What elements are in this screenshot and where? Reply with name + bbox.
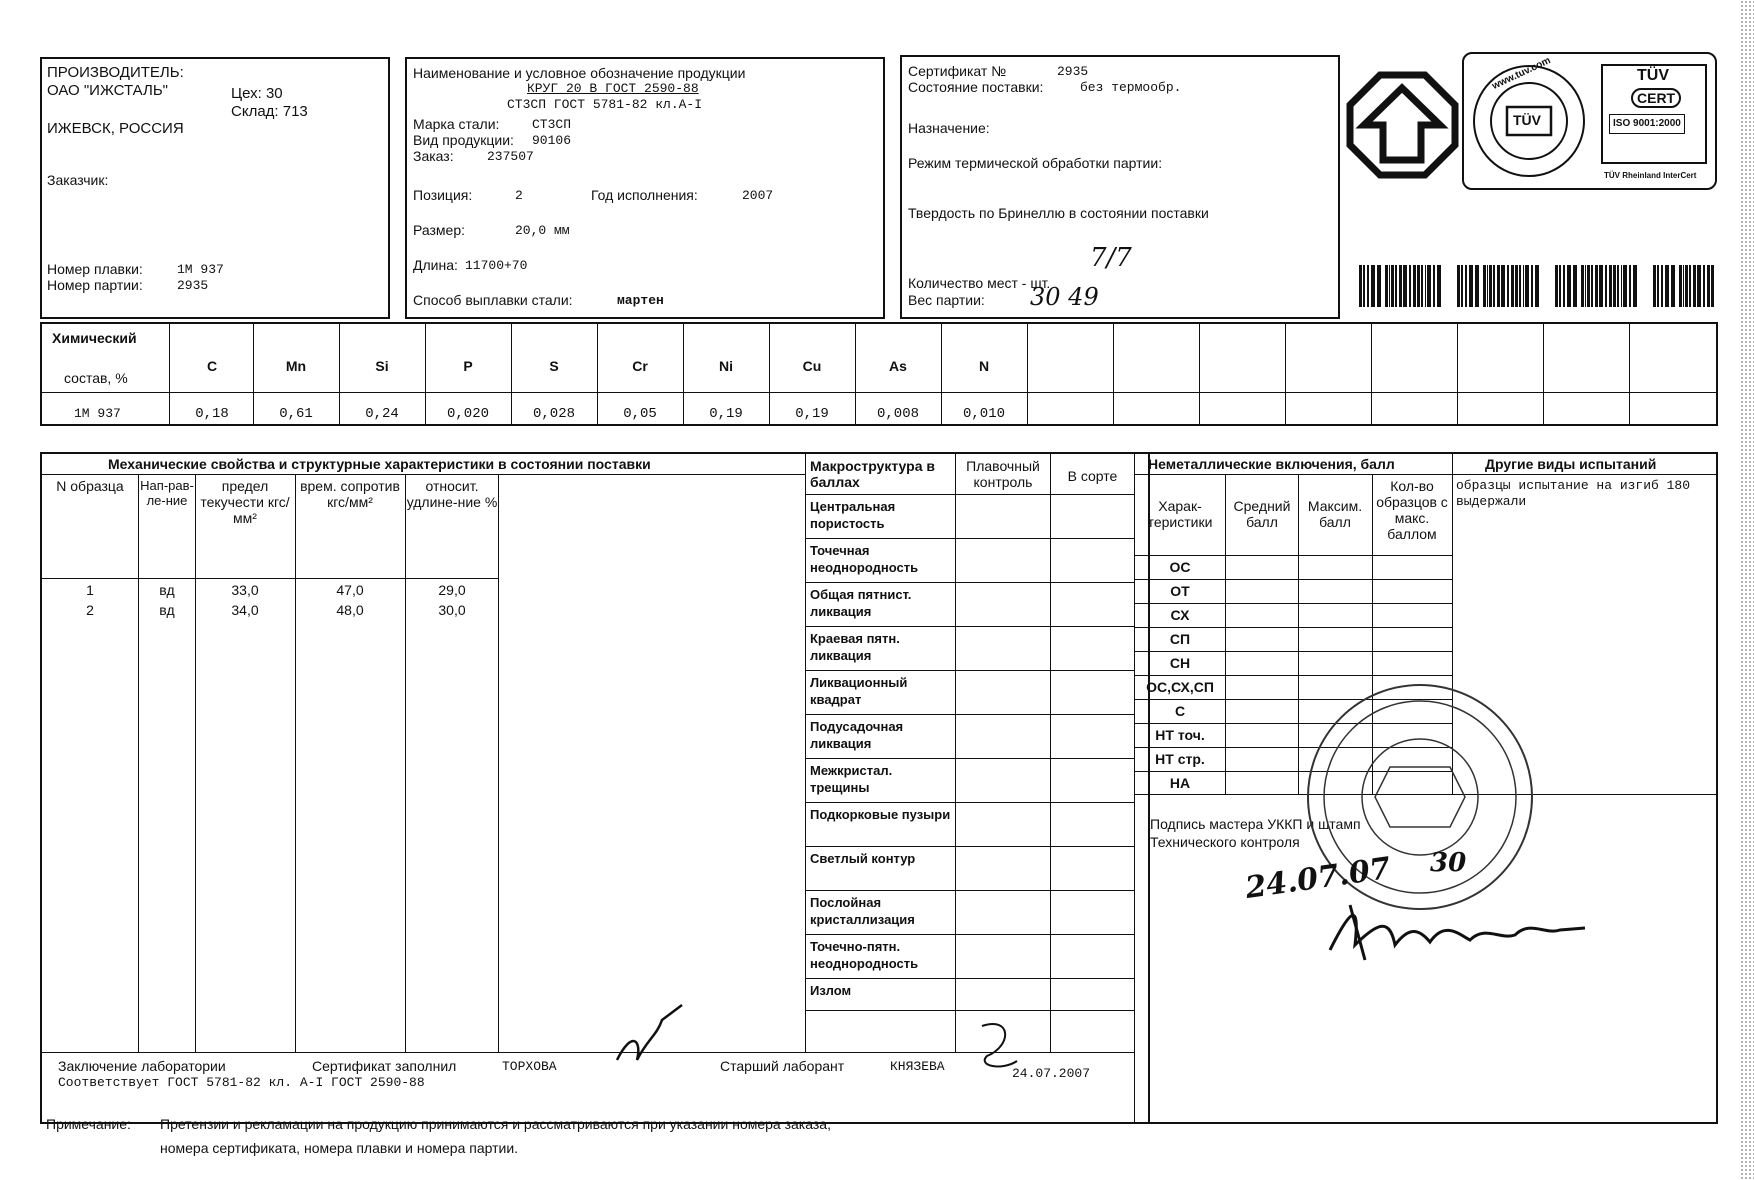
- col-direction: Нап-рав-ле-ние: [140, 478, 194, 508]
- barcode-bar: [1425, 265, 1426, 307]
- macro-row-line: [805, 846, 1134, 847]
- barcode-bar: [1697, 265, 1701, 307]
- barcode-bar: [1403, 265, 1407, 307]
- chem-element: P: [463, 358, 473, 374]
- col-count: Кол-во образцов с макс. баллом: [1376, 478, 1448, 542]
- barcode-bar: [1535, 265, 1539, 307]
- chem-col-sep: [1285, 324, 1286, 424]
- barcode-bar: [1483, 265, 1486, 307]
- barcode-bar: [1661, 265, 1663, 307]
- chem-value: 0,020: [446, 406, 489, 422]
- barcode-bar: [1657, 265, 1659, 307]
- chem-element: S: [549, 358, 559, 374]
- lab-top-line: [40, 1052, 1134, 1053]
- barcode-bar: [1703, 265, 1705, 307]
- col-maximum: Максим. балл: [1307, 498, 1363, 530]
- order-label: Заказ:: [413, 148, 454, 164]
- product-box: [405, 57, 885, 319]
- barcode-bar: [1497, 265, 1500, 307]
- chem-col-sep: [1543, 324, 1544, 424]
- barcode-bar: [1399, 265, 1402, 307]
- incl-row-line: [1134, 651, 1452, 652]
- note-line-2: номера сертификата, номера плавки и номера партии.: [160, 1140, 519, 1156]
- barcode-bar: [1621, 265, 1622, 307]
- chem-col-sep: [1199, 324, 1200, 424]
- chem-element: Cu: [802, 358, 822, 374]
- mech-cell-n: 2: [86, 602, 94, 618]
- barcode-bar: [1523, 265, 1524, 307]
- macro-row-label: Общая пятнист. ликвация: [810, 587, 912, 619]
- tuv-cert-mark: TÜV: [1637, 67, 1669, 84]
- note-line-1: Претензии и рекламации на продукцию принимаются и рассматриваются при указании номера заказа,: [160, 1116, 831, 1132]
- macro-row-line: [805, 802, 1134, 803]
- barcode-bar: [1609, 265, 1612, 307]
- incl-row-label: СП: [1169, 631, 1191, 647]
- chem-element: Si: [375, 358, 389, 374]
- barcode-icon: [1345, 265, 1715, 307]
- macro-row-label: Краевая пятн. ликвация: [810, 631, 900, 663]
- purpose-label: Назначение:: [908, 120, 990, 136]
- places-label: Количество мест - шт.: [908, 275, 1051, 291]
- sign-line-1: Подпись мастера УККП и штамп: [1150, 816, 1361, 832]
- barcode-bar: [1507, 265, 1509, 307]
- arrow-logo-icon: [1345, 70, 1460, 180]
- macro-row-line: [805, 890, 1134, 891]
- barcode-bar: [1417, 265, 1420, 307]
- chem-value: 0,18: [195, 406, 229, 422]
- mech-subheader-line: [40, 578, 498, 579]
- col-elongation: относит. удлине-ние %: [406, 478, 498, 510]
- mech-right-border: [805, 452, 806, 1052]
- incl-row-label: ОТ: [1170, 583, 1190, 599]
- barcode-bar: [1559, 265, 1561, 307]
- barcode-bar: [1671, 265, 1675, 307]
- macro-row-label: Излом: [810, 983, 852, 998]
- incl-row-label: СХ: [1170, 607, 1190, 623]
- barcode-bar: [1437, 265, 1441, 307]
- iso-label: ISO 9001:2000: [1609, 114, 1685, 134]
- chem-col-sep: [1629, 324, 1630, 424]
- order-value: 237507: [487, 149, 534, 164]
- barcode-bar: [1555, 265, 1558, 307]
- mech-col-sep-3: [295, 474, 296, 1052]
- senior-label: Старший лаборант: [720, 1058, 845, 1074]
- macro-col-sep-3: [1134, 452, 1135, 1124]
- barcode-bar: [1367, 265, 1369, 307]
- filler-signature: [612, 1000, 692, 1070]
- macro-row-line: [805, 758, 1134, 759]
- mechanical-title: Механические свойства и структурные характеристики в состоянии поставки: [108, 456, 651, 472]
- chem-value: 0,008: [876, 406, 919, 422]
- sign-line-2: Технического контроля: [1150, 834, 1300, 850]
- cert-word: CERT: [1631, 88, 1681, 108]
- macro-row-line: [805, 670, 1134, 671]
- producer-city: ИЖЕВСК, РОССИЯ: [47, 120, 184, 137]
- mech-cell-elong: 29,0: [438, 582, 466, 598]
- method-value: мартен: [617, 293, 664, 308]
- barcode-bar: [1623, 265, 1627, 307]
- product-line2: СТ3СП ГОСТ 5781-82 кл.А-I: [507, 97, 703, 112]
- master-signature: [1320, 890, 1590, 970]
- macro-row-label: Послойная кристаллизация: [810, 895, 915, 927]
- warehouse: Склад: 713: [231, 103, 308, 120]
- chem-element: Cr: [632, 358, 648, 374]
- barcode: [1345, 265, 1715, 307]
- chem-col-sep: [1457, 324, 1458, 424]
- type-label: Вид продукции:: [413, 132, 514, 148]
- barcode-bar: [1689, 265, 1691, 307]
- mech-cell-tensile: 47,0: [336, 582, 364, 598]
- barcode-bar: [1359, 265, 1362, 307]
- barcode-bar: [1457, 265, 1460, 307]
- barcode-bar: [1585, 265, 1586, 307]
- macro-row-label: Ликвационный квадрат: [810, 675, 908, 707]
- macro-row-label: Точечная неоднородность: [810, 543, 919, 575]
- method-label: Способ выплавки стали:: [413, 292, 573, 308]
- barcode-bar: [1567, 265, 1571, 307]
- product-line1: КРУГ 20 В ГОСТ 2590-88: [527, 81, 699, 96]
- size-label: Размер:: [413, 222, 466, 238]
- company-logo: [1345, 70, 1460, 180]
- stamp-date-handwritten: 24.07.07: [1243, 851, 1393, 907]
- barcode-bar: [1469, 265, 1473, 307]
- chem-value: 0,24: [365, 406, 399, 422]
- barcode-bar: [1413, 265, 1416, 307]
- mech-cell-dir: вд: [159, 582, 175, 598]
- tuv-ring-text: www.tuv.com: [1490, 55, 1553, 92]
- macro-row-label: Подусадочная ликвация: [810, 719, 904, 751]
- mech-col-sep-2: [195, 474, 196, 1052]
- incl-row-label: СН: [1169, 655, 1191, 671]
- incl-row-label: НТ стр.: [1155, 751, 1205, 767]
- conclusion-label: Заключение лаборатории: [58, 1058, 226, 1074]
- barcode-bar: [1377, 265, 1381, 307]
- barcode-bar: [1613, 265, 1616, 307]
- macro-row-line: [805, 494, 1134, 495]
- barcode-bar: [1433, 265, 1435, 307]
- chem-value: 0,05: [623, 406, 657, 422]
- incl-row-label: НА: [1169, 775, 1191, 791]
- barcode-bar: [1629, 265, 1631, 307]
- tuv-mark: TÜV: [1513, 112, 1541, 128]
- incl-subheader-line: [1134, 555, 1452, 556]
- barcode-bar: [1493, 265, 1495, 307]
- chemical-table: [40, 322, 1718, 426]
- inclusions-title: Неметаллические включения, балл: [1148, 456, 1395, 472]
- barcode-bar: [1653, 265, 1656, 307]
- type-value: 90106: [532, 133, 572, 148]
- chem-element: As: [889, 358, 907, 374]
- heat-treatment-label: Режим термической обработки партии:: [908, 155, 1163, 171]
- barcode-bar: [1563, 265, 1565, 307]
- macro-row-label: Центральная пористость: [810, 499, 896, 531]
- barcode-bar: [1395, 265, 1397, 307]
- incl-row-label: НТ точ.: [1155, 727, 1205, 743]
- barcode-bar: [1693, 265, 1696, 307]
- tuv-logos: [1462, 52, 1717, 190]
- barcode-bar: [1633, 265, 1637, 307]
- chem-value: 0,19: [795, 406, 829, 422]
- macro-row-label: Светлый контур: [810, 851, 916, 866]
- producer-box: [40, 57, 390, 319]
- grade-label: Марка стали:: [413, 116, 500, 132]
- barcode-bar: [1531, 265, 1533, 307]
- weight-label: Вес партии:: [908, 292, 985, 308]
- incl-row-line: [1134, 627, 1452, 628]
- chem-value: 0,61: [279, 406, 313, 422]
- size-value: 20,0 мм: [515, 223, 570, 238]
- barcode-bar: [1475, 265, 1479, 307]
- barcode-bar: [1515, 265, 1518, 307]
- barcode-bar: [1685, 265, 1688, 307]
- macro-row-line: [805, 1010, 1134, 1011]
- macro-col-sep-1: [955, 452, 956, 1052]
- places-value: 7/7: [1090, 243, 1132, 273]
- product-heading: Наименование и условное обозначение продукции: [413, 65, 746, 81]
- mech-cell-yield: 34,0: [231, 602, 259, 618]
- barcode-bar: [1461, 265, 1463, 307]
- batch-label: Номер партии:: [47, 277, 143, 293]
- chem-value: 0,19: [709, 406, 743, 422]
- macro-row-line: [805, 582, 1134, 583]
- tuv-cert-block: [1601, 64, 1707, 164]
- year-label: Год исполнения:: [591, 187, 698, 203]
- incl-row-label: С: [1174, 703, 1186, 719]
- barcode-bar: [1525, 265, 1529, 307]
- producer-label: ПРОИЗВОДИТЕЛЬ:: [47, 64, 184, 81]
- chem-col-sep: [1371, 324, 1372, 424]
- note-label: Примечание:: [46, 1116, 131, 1132]
- mech-cell-yield: 33,0: [231, 582, 259, 598]
- barcode-bar: [1427, 265, 1431, 307]
- barcode-bar: [1389, 265, 1390, 307]
- chem-value: 0,028: [532, 406, 575, 422]
- barcode-bar: [1581, 265, 1584, 307]
- lab-date: 24.07.2007: [1012, 1066, 1091, 1081]
- mech-cell-n: 1: [86, 582, 94, 598]
- barcode-bar: [1363, 265, 1365, 307]
- macro-row-label: Межкристал. трещины: [810, 763, 893, 795]
- barcode-bar: [1707, 265, 1710, 307]
- chem-col-sep: [1113, 324, 1114, 424]
- mech-col-sep-5: [498, 474, 499, 1052]
- inclusions-header-line: [1134, 474, 1718, 475]
- macro-row-line: [805, 714, 1134, 715]
- macro-row-line: [805, 626, 1134, 627]
- other-tests-text: образцы испытание на изгиб 180 выдержали: [1456, 478, 1691, 509]
- col-macro: Макроструктура в баллах: [810, 458, 935, 490]
- barcode-bar: [1595, 265, 1598, 307]
- grade-value: СТ3СП: [532, 117, 572, 132]
- barcode-bar: [1487, 265, 1488, 307]
- chem-title-1: Химический: [52, 330, 137, 346]
- barcode-bar: [1605, 265, 1607, 307]
- barcode-bar: [1683, 265, 1684, 307]
- barcode-bar: [1599, 265, 1603, 307]
- chem-melt: 1М 937: [74, 406, 121, 421]
- position-value: 2: [515, 188, 523, 203]
- stamp-number: 30: [1430, 848, 1467, 878]
- cert-number-label: Сертификат №: [908, 63, 1007, 79]
- barcode-bar: [1421, 265, 1423, 307]
- incl-row-line: [1134, 603, 1452, 604]
- weight-value: 30 49: [1030, 283, 1099, 311]
- mech-header-line: [40, 474, 805, 475]
- barcode-bar: [1465, 265, 1467, 307]
- incl-row-label: ОС: [1169, 559, 1191, 575]
- filled-value: ТОРХОВА: [502, 1059, 557, 1074]
- scan-edge-strip: [1740, 0, 1754, 1180]
- col-melt-control: Плавочный контроль: [966, 458, 1040, 490]
- mech-cell-tensile: 48,0: [336, 602, 364, 618]
- hardness-label: Твердость по Бринеллю в состоянии поставки: [908, 205, 1209, 221]
- certificate-box: [900, 55, 1340, 319]
- barcode-bar: [1371, 265, 1375, 307]
- col-average: Средний балл: [1233, 498, 1291, 530]
- macro-row-label: Подкорковые пузыри: [810, 807, 951, 822]
- barcode-bar: [1385, 265, 1388, 307]
- senior-value: КНЯЗЕВА: [890, 1059, 945, 1074]
- batch-value: 2935: [177, 278, 209, 293]
- chem-divider: [42, 392, 1716, 393]
- melt-value: 1М 937: [177, 262, 224, 277]
- length-label: Длина:: [413, 257, 458, 273]
- mech-cell-dir: вд: [159, 602, 175, 618]
- barcode-bar: [1519, 265, 1521, 307]
- year-value: 2007: [742, 188, 774, 203]
- barcode-bar: [1587, 265, 1590, 307]
- other-tests-title: Другие виды испытаний: [1485, 456, 1657, 472]
- barcode-bar: [1409, 265, 1411, 307]
- macro-row-line: [805, 538, 1134, 539]
- incl-row-line: [1134, 579, 1452, 580]
- macro-row-line: [805, 978, 1134, 979]
- chem-title-2: состав, %: [64, 370, 128, 386]
- chem-element: Ni: [719, 358, 733, 374]
- producer-name: ОАО "ИЖСТАЛЬ": [47, 82, 168, 99]
- delivery-label: Состояние поставки:: [908, 79, 1044, 95]
- barcode-bar: [1489, 265, 1492, 307]
- melt-label: Номер плавки:: [47, 261, 143, 277]
- barcode-bar: [1391, 265, 1394, 307]
- cert-number-value: 2935: [1057, 64, 1089, 79]
- workshop: Цех: 30: [231, 85, 283, 102]
- barcode-bar: [1711, 265, 1714, 307]
- chem-col-sep: [1027, 324, 1028, 424]
- chem-value: 0,010: [962, 406, 1005, 422]
- filled-label: Сертификат заполнил: [312, 1058, 457, 1074]
- mech-col-sep-4: [405, 474, 406, 1052]
- col-yield: предел текучести кгс/мм²: [200, 478, 290, 526]
- col-in-grade: В сорте: [1067, 468, 1118, 484]
- mech-col-sep-1: [138, 474, 139, 1052]
- macro-row-label: Точечно-пятн. неоднородность: [810, 939, 919, 971]
- barcode-bar: [1501, 265, 1505, 307]
- incl-row-label: ОС,СХ,СП: [1146, 679, 1214, 695]
- barcode-bar: [1665, 265, 1669, 307]
- chem-element: N: [978, 358, 990, 374]
- mech-cell-elong: 30,0: [438, 602, 466, 618]
- barcode-bar: [1591, 265, 1593, 307]
- barcode-bar: [1573, 265, 1577, 307]
- macro-row-line: [805, 934, 1134, 935]
- barcode-bar: [1679, 265, 1682, 307]
- chem-element: Mn: [285, 358, 307, 374]
- chem-element: C: [206, 358, 218, 374]
- length-value: 11700+70: [465, 258, 528, 273]
- tuv-footer: TÜV Rheinland InterCert: [1604, 171, 1697, 180]
- col-tensile: врем. сопротив кгс/мм²: [300, 478, 400, 510]
- customer-label: Заказчик:: [47, 172, 109, 188]
- conclusion-value: Соответствует ГОСТ 5781-82 кл. А-I ГОСТ 2590-88: [58, 1075, 425, 1090]
- barcode-bar: [1617, 265, 1619, 307]
- col-characteristics: Харак-теристики: [1147, 498, 1213, 530]
- delivery-value: без термообр.: [1080, 80, 1182, 95]
- position-label: Позиция:: [413, 187, 473, 203]
- macro-col-sep-2: [1050, 452, 1051, 1052]
- col-sample: N образца: [56, 478, 124, 494]
- barcode-bar: [1511, 265, 1514, 307]
